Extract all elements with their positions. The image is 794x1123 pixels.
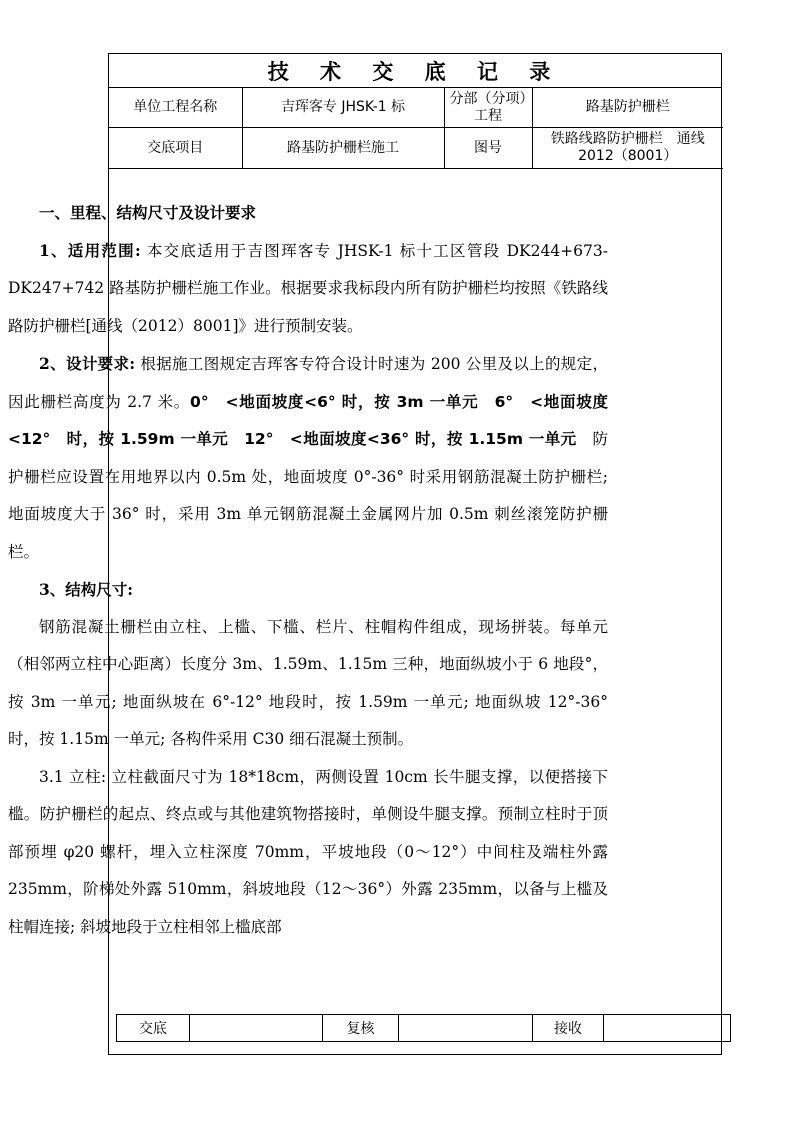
drawing-value: 铁路线路防护栅栏 通线 2012（8001）	[532, 128, 723, 169]
scope-paragraph	[8, 232, 608, 346]
design-text: 根据施工图规定吉珲客专符合设计时速为 200 公里及以上的规定，因此栅栏高度为 2.7 米。	[8, 355, 608, 411]
column-paragraph: 3.1 立柱: 立柱截面尺寸为 18*18cm，两侧设置 10cm 长牛腿支撑，以便搭接下槛。防护栅栏的起点、终点或与其他建筑物搭接时，单侧设牛腿支撑。预制立柱时于顶部预埋 φ20 螺杆，埋入立柱深度 70mm，平坡地段（0～12°）中间柱及端柱外露 235mm，阶梯处外露 510mm，斜坡地段（12～36°）外露 235mm，以备与上槛及柱帽连接; 斜坡地段于立柱相邻上槛底部	[8, 767, 608, 936]
scope-label: 1、适用范围:	[39, 240, 141, 260]
document-title: 技 术 交 底 记 录	[109, 54, 721, 88]
section-heading: 一、里程、结构尺寸及设计要求	[39, 203, 257, 222]
header-table	[109, 88, 723, 169]
item-label: 交底项目	[109, 128, 242, 169]
item-value: 路基防护栅栏施工	[242, 128, 444, 169]
sub-project-label: 分部（分项）工程	[444, 88, 532, 128]
structure-paragraph: 钢筋混凝土栅栏由立柱、上槛、下槛、栏片、柱帽构件组成，现场拼装。每单元（相邻两立柱中心距离）长度分 3m、1.59m、1.15m 三种，地面纵坡小于 6 地段°，按 3m 一单元; 地面纵坡在 6°-12° 地段时，按 1.59m 一单元; 地面纵坡 12°-36° 时，按 1.15m 一单元; 各构件采用 C30 细石混凝土预制。	[8, 617, 608, 748]
receive-label: 接收	[533, 1015, 604, 1042]
record-body	[8, 194, 608, 946]
design-label: 2、设计要求:	[39, 354, 136, 373]
handover-label: 交底	[117, 1015, 190, 1042]
unit-project-label: 单位工程名称	[109, 88, 242, 128]
design-slope-rules: 0° <地面坡度<6° 时，按 3m 一单元 6° <地面坡度<12° 时，按 1.59m 一单元 12° <地面坡度<36° 时，按 1.15m 一单元	[8, 392, 608, 448]
review-signature-field[interactable]	[399, 1015, 533, 1042]
receive-signature-field[interactable]	[604, 1015, 731, 1042]
structure-heading: 3、结构尺寸:	[39, 580, 134, 599]
drawing-label: 图号	[444, 128, 532, 169]
handover-signature-field[interactable]	[190, 1015, 323, 1042]
unit-project-value: 吉珲客专 JHSK-1 标	[242, 88, 444, 128]
design-paragraph	[8, 345, 608, 571]
scope-text: 本交底适用于吉图珲客专 JHSK-1 标十工区管段 DK244+673- DK247+742 路基防护栅栏施工作业。根据要求我标段内所有防护栅栏均按照《铁路线路防护栅栏[通线（2012）8001]》进行预制安装。	[8, 241, 608, 335]
review-label: 复核	[323, 1015, 399, 1042]
design-text-continued: 防护栅栏应设置在用地界以内 0.5m 处，地面坡度 0°-36° 时采用钢筋混凝土防护栅栏; 地面坡度大于 36° 时，采用 3m 单元钢筋混凝土金属网片加 0.5m 刺丝滚笼防护栅栏。	[8, 430, 608, 561]
signature-table	[116, 1014, 731, 1042]
sub-project-value: 路基防护栅栏	[532, 88, 723, 128]
